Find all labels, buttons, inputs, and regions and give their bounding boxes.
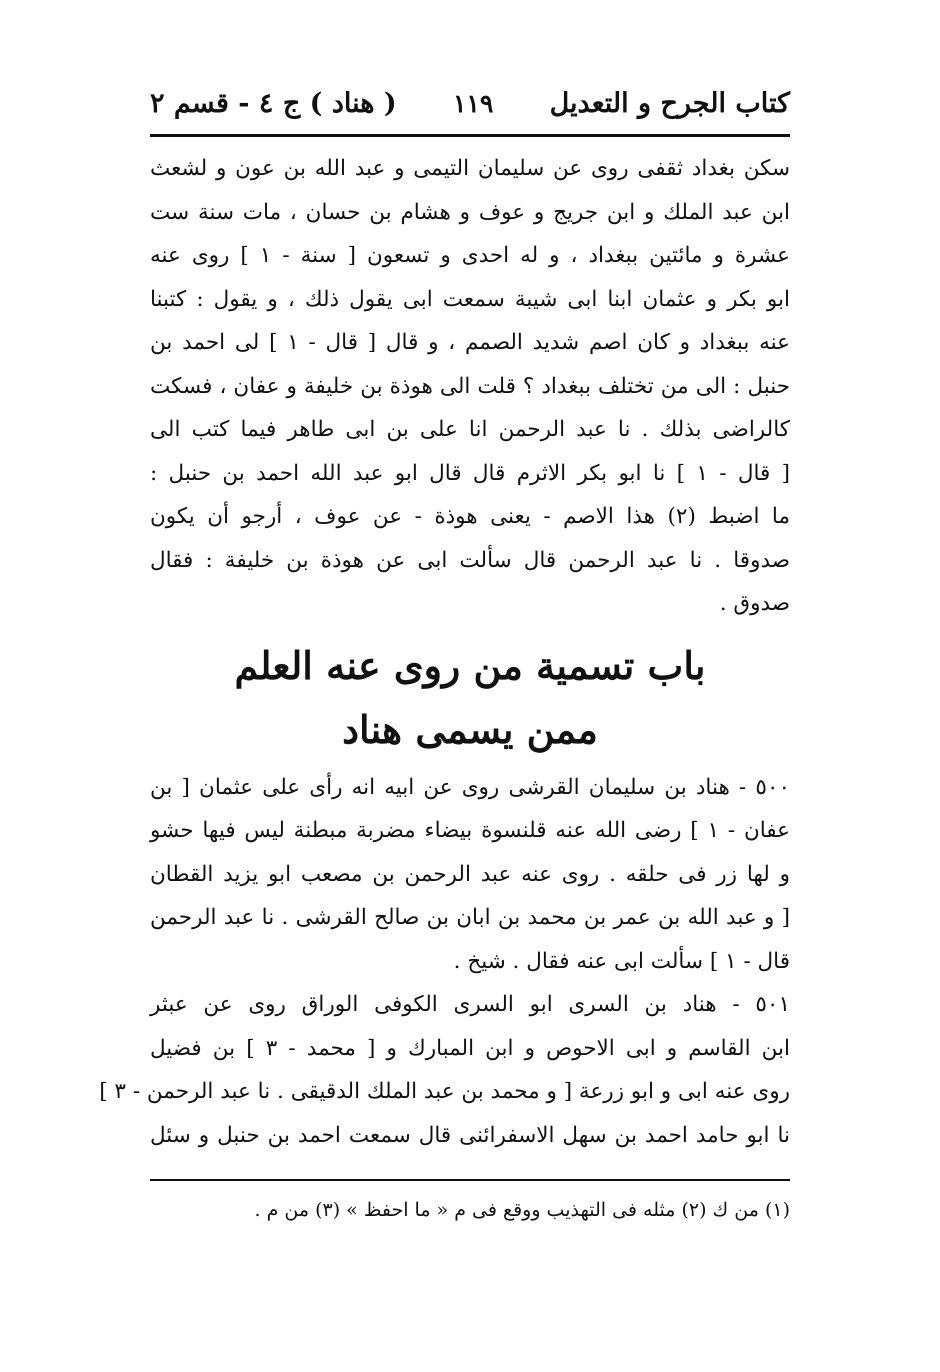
text-line: روى عنه ابى و ابو زرعة [ و محمد بن عبد الملك الدقيقى . نا عبد الرحمن - ٣ ]: [99, 1079, 790, 1104]
page-header: [150, 78, 790, 128]
text-line: حنبل : الى من تختلف ببغداد ؟ قلت الى هوذة بن خليفة و عفان ، فسكت: [150, 373, 790, 399]
text-line: قال - ١ ] سألت ابى عنه فقال . شيخ .: [453, 948, 790, 974]
text-line: كالراضى بذلك . نا عبد الرحمن انا على بن ابى طاهر فيما كتب الى: [150, 417, 790, 442]
section-label: ( هناد ) ج ٤ - قسم ٢: [150, 87, 397, 119]
book-title: كتاب الجرح و التعديل: [549, 87, 790, 119]
text-line: ابن عبد الملك و ابن جريج و عوف و هشام بن حسان ، مات سنة ست: [150, 199, 790, 225]
text-line: صدوق .: [719, 591, 790, 616]
chapter-heading: [150, 634, 790, 762]
text-line: صدوقا . نا عبد الرحمن قال سألت ابى عن هوذة بن خليفة : فقال: [150, 547, 790, 573]
text-line: [ قال - ١ ] نا ابو بكر الاثرم قال قال ابو عبد الله احمد بن حنبل :: [150, 460, 791, 486]
text-line: ابن القاسم و ابى الاحوص و ابن المبارك و [ محمد - ٣ ] بن فضيل: [150, 1035, 790, 1061]
text-line: ما اضبط (٢) هذا الاصم - يعنى هوذة - عن عوف ، أرجو أن يكون: [150, 504, 790, 529]
text-line: عفان - ١ ] رضى الله عنه قلنسوة بيضاء مضربة مبطنة ليس فيها حشو: [150, 818, 790, 843]
text-line: ٥٠٠ - هناد بن سليمان القرشى روى عن ابيه انه رأى على عثمان [ بن: [150, 774, 790, 800]
footnote: (١) من ك (٢) مثله فى التهذيب ووقع فى م « ما احفظ » (٣) من م .: [254, 1199, 790, 1221]
page-number: ١١٩: [452, 88, 494, 118]
header-rule: [150, 134, 790, 137]
text-line: و لها زر فى حلقه . روى عنه عبد الرحمن بن مصعب ابو يزيد القطان: [150, 861, 790, 887]
body-text-top: [150, 147, 790, 626]
text-line: نا ابو حامد احمد بن سهل الاسفرائنى قال سمعت احمد بن حنبل و سئل: [150, 1122, 790, 1148]
chapter-title-line-2: ممن يسمى هناد: [342, 706, 598, 752]
body-text-bottom: [99, 766, 790, 1158]
footnote-rule: [150, 1179, 790, 1181]
text-line: عنه ببغداد و كان اصم شديد الصمم ، و قال [ قال - ١ ] لى احمد بن: [150, 330, 790, 355]
chapter-title-line-1: باب تسمية من روى عنه العلم: [234, 642, 706, 688]
text-line: سكن بغداد ثقفى روى عن سليمان التيمى و عبد الله بن عون و لشعث: [150, 156, 790, 181]
text-line: عشرة و مائتين ببغداد ، و له احدى و تسعون [ سنة - ١ ] روى عنه: [150, 243, 790, 268]
text-line: [ و عبد الله بن عمر بن محمد بن ابان بن صالح القرشى . نا عبد الرحمن: [150, 905, 790, 930]
text-line: ابو بكر و عثمان ابنا ابى شيبة سمعت ابى يقول ذلك ، و يقول : كتبنا: [150, 286, 790, 312]
text-line: ٥٠١ - هناد بن السرى ابو السرى الكوفى الوراق روى عن عبثر: [150, 992, 790, 1017]
